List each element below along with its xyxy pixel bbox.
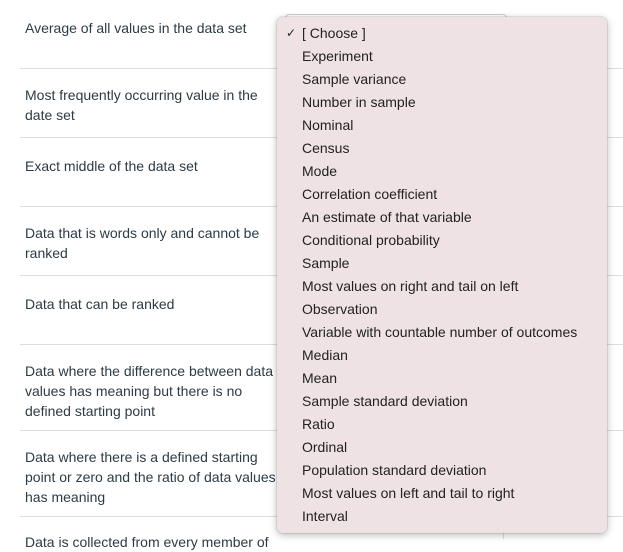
dropdown-option[interactable] xyxy=(277,505,607,528)
dropdown-option[interactable] xyxy=(277,252,607,275)
match-prompt: Most frequently occurring value in the date set xyxy=(25,87,258,123)
dropdown-option[interactable] xyxy=(277,482,607,505)
option-label: Most values on right and tail on left xyxy=(302,278,519,294)
option-label: Most values on left and tail to right xyxy=(302,485,515,501)
option-label: Ratio xyxy=(302,416,335,432)
dropdown-option[interactable] xyxy=(277,413,607,436)
option-label: Number in sample xyxy=(302,94,416,110)
option-label: Experiment xyxy=(302,48,373,64)
dropdown-option[interactable] xyxy=(277,68,607,91)
option-label: Mode xyxy=(302,163,338,179)
dropdown-option[interactable] xyxy=(277,436,607,459)
dropdown-option[interactable] xyxy=(277,321,607,344)
match-prompt: Data where there is a defined starting point or zero and the ratio of data values has meaning xyxy=(25,449,276,505)
dropdown-option[interactable] xyxy=(277,137,607,160)
option-label: An estimate of that variable xyxy=(302,209,472,225)
dropdown-option[interactable] xyxy=(277,114,607,137)
option-label: Variable with countable number of outcomes xyxy=(302,324,578,340)
dropdown-option[interactable] xyxy=(277,459,607,482)
option-label: Mean xyxy=(302,370,338,386)
option-label: Sample xyxy=(302,255,350,271)
match-prompt: Data that is words only and cannot be ranked xyxy=(25,225,260,261)
match-prompt: Exact middle of the data set xyxy=(25,158,198,174)
dropdown-option[interactable] xyxy=(277,390,607,413)
dropdown-option[interactable] xyxy=(277,22,607,45)
match-prompt: Data is collected from every member of xyxy=(25,534,269,550)
dropdown-option[interactable] xyxy=(277,206,607,229)
dropdown-option[interactable] xyxy=(277,298,607,321)
option-label: Median xyxy=(302,347,348,363)
dropdown-option[interactable] xyxy=(277,275,607,298)
dropdown-option[interactable] xyxy=(277,229,607,252)
dropdown-option[interactable] xyxy=(277,344,607,367)
option-label: Ordinal xyxy=(302,439,348,455)
option-label: [ Choose ] xyxy=(302,25,366,41)
option-label: Population standard deviation xyxy=(302,462,487,478)
option-label: Correlation coefficient xyxy=(302,186,438,202)
dropdown-option[interactable] xyxy=(277,160,607,183)
option-label: Sample variance xyxy=(302,71,407,87)
option-label: Observation xyxy=(302,301,378,317)
option-label: Sample standard deviation xyxy=(302,393,468,409)
answer-dropdown-menu[interactable] xyxy=(277,17,607,533)
option-label: Conditional probability xyxy=(302,232,440,248)
option-label: Nominal xyxy=(302,117,354,133)
dropdown-option[interactable] xyxy=(277,45,607,68)
checkmark-icon: ✓ xyxy=(286,26,297,40)
option-label: Census xyxy=(302,140,350,156)
dropdown-option[interactable] xyxy=(277,367,607,390)
match-prompt: Data where the difference between data values has meaning but there is no defined starting point xyxy=(25,363,274,419)
match-prompt: Average of all values in the data set xyxy=(25,20,247,36)
dropdown-option[interactable] xyxy=(277,183,607,206)
option-label: Interval xyxy=(302,508,348,524)
dropdown-option[interactable] xyxy=(277,91,607,114)
match-prompt: Data that can be ranked xyxy=(25,296,175,312)
